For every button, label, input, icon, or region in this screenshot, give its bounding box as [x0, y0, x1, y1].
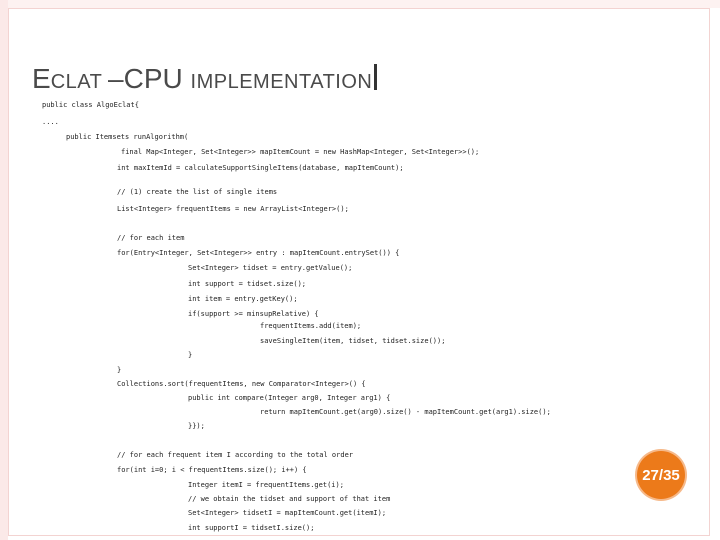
code-line: int item = entry.getKey(); — [188, 295, 298, 303]
code-line: if(support >= minsupRelative) { — [188, 310, 319, 318]
code-line: // we obtain the tidset and support of that item — [188, 495, 391, 503]
title-dash: – — [108, 63, 124, 94]
page-number-text: 27/35 — [642, 466, 680, 484]
code-line: // (1) create the list of single items — [117, 188, 278, 196]
title-clat: CLAT — [50, 71, 109, 93]
code-line: } — [188, 351, 193, 359]
code-line: return mapItemCount.get(arg0).size() - mapItemCount.get(arg1).size(); — [260, 408, 551, 416]
code-line: // for each frequent item I according to the total order — [117, 451, 354, 459]
code-line: for(int i=0; i < frequentItems.size(); i++) { — [117, 466, 307, 474]
code-line: Set<Integer> tidset = entry.getValue(); — [188, 264, 353, 272]
code-line: saveSingleItem(item, tidset, tidset.size()); — [260, 337, 446, 345]
code-line: public class AlgoEclat{ — [42, 101, 139, 109]
code-line: public int compare(Integer arg0, Integer arg1) { — [188, 394, 391, 402]
code-line: int support = tidset.size(); — [188, 280, 307, 288]
title-cursor-bar — [374, 64, 377, 90]
code-line: // for each item — [117, 234, 185, 242]
code-line: .... — [42, 118, 59, 126]
code-line: public Itemsets runAlgorithm( — [66, 133, 189, 141]
code-line: } — [117, 366, 122, 374]
code-line: Collections.sort(frequentItems, new Comparator<Integer>() { — [117, 380, 366, 388]
code-line: for(Entry<Integer, Set<Integer>> entry : mapItemCount.entrySet()) { — [117, 249, 400, 257]
title-cap-e: E — [32, 63, 51, 94]
code-line: Set<Integer> tidsetI = mapItemCount.get(itemI); — [188, 509, 387, 517]
title-implementation: IMPLEMENTATION — [190, 71, 373, 93]
title-cpu: CPU — [123, 63, 191, 94]
slide-top-border — [0, 0, 720, 8]
code-line: final Map<Integer, Set<Integer>> mapItemCount = new HashMap<Integer, Set<Integer>>(); — [121, 148, 480, 156]
slide-title — [32, 63, 377, 95]
code-line: List<Integer> frequentItems = new ArrayList<Integer>(); — [117, 205, 349, 213]
code-line: int maxItemId = calculateSupportSingleItems(database, mapItemCount); — [117, 164, 404, 172]
code-line: Integer itemI = frequentItems.get(i); — [188, 481, 344, 489]
code-line: int supportI = tidsetI.size(); — [188, 524, 315, 532]
code-line: }}); — [188, 422, 205, 430]
code-line: frequentItems.add(item); — [260, 322, 362, 330]
slide-left-border — [0, 0, 8, 540]
page-number-badge — [637, 451, 685, 499]
